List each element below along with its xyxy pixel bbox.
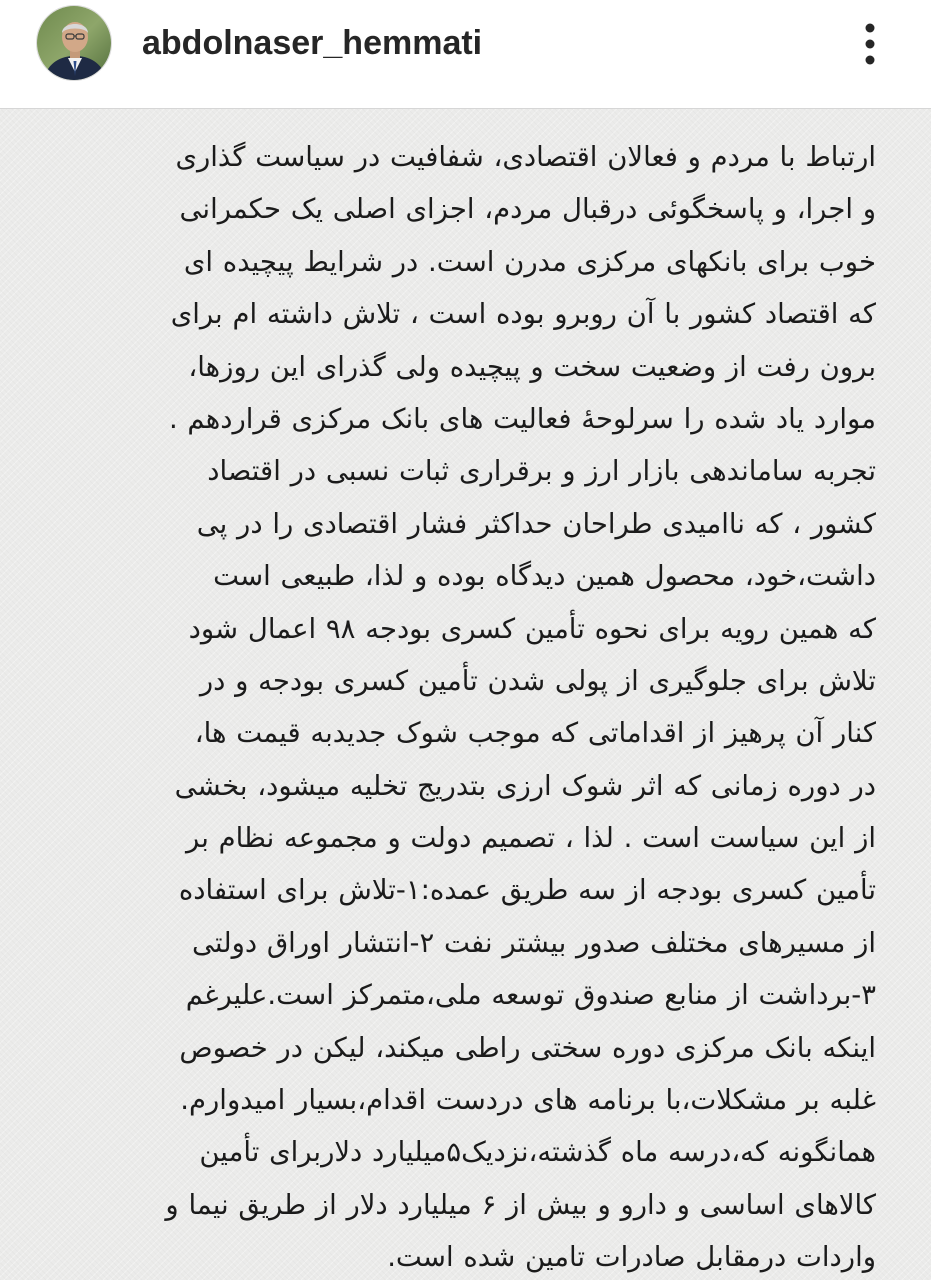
username[interactable]: abdolnaser_hemmati (142, 24, 483, 62)
text-line: که همین رویه برای نحوه تأمین کسری بودجه ۹۸ اعمال شود (188, 612, 876, 645)
text-line: خوب برای بانکهای مرکزی مدرن است. در شرایط پیچیده ای (183, 245, 876, 278)
text-line: غلبه بر مشکلات،با برنامه های دردست اقدام،بسیار امیدوارم. (180, 1084, 876, 1117)
text-line: تأمین کسری بودجه از سه طریق عمده:۱-تلاش برای استفاده (178, 874, 876, 907)
text-line: ۳-برداشت از منابع صندوق توسعه ملی،متمرکز است.علیرغم (185, 979, 876, 1012)
text-line: در دوره زمانی که اثر شوک ارزی بتدریج تخلیه میشود، بخشی (174, 769, 876, 802)
more-options-button[interactable] (846, 14, 894, 74)
vertical-ellipsis-icon (846, 14, 894, 74)
avatar-photo-icon (37, 6, 112, 81)
text-line: همانگونه که،درسه ماه گذشته،نزدیک۵میلیارد دلاربرای تأمین (199, 1136, 876, 1169)
text-line: کالاهای اساسی و دارو و بیش از ۶ میلیارد دلار از طریق نیما و (165, 1188, 876, 1221)
text-line: کشور ، که ناامیدی طراحان حداکثر فشار اقتصادی را در پی (196, 507, 876, 540)
text-line: ارتباط با مردم و فعالان اقتصادی، شفافیت در سیاست گذاری (175, 141, 876, 173)
text-line: موارد یاد شده را سرلوحۀ فعالیت های بانک مرکزی قراردهم . (168, 402, 876, 435)
text-line: و اجرا، و پاسخگوئی درقبال مردم، اجزای اصلی یک حکمرانی (179, 193, 876, 226)
post-header (0, 0, 931, 108)
text-line: تلاش برای جلوگیری از پولی شدن تأمین کسری بودجه و در (199, 664, 876, 697)
text-line: داشت،خود، محصول همین دیدگاه بوده و لذا، طبیعی است (213, 560, 876, 593)
text-line: اینکه بانک مرکزی دوره سختی راطی میکند، لیکن در خصوص (179, 1031, 876, 1064)
text-line: واردات درمقابل صادرات تامین شده است. (387, 1241, 876, 1274)
post-body-text (56, 131, 876, 1284)
post-image (0, 108, 931, 1280)
text-line: از این سیاست است . لذا ، تصمیم دولت و مجموعه نظام بر (186, 822, 876, 855)
text-line: که اقتصاد کشور با آن روبرو بوده است ، تلاش داشته ام برای (170, 298, 876, 331)
text-line: تجربه ساماندهی بازار ارز و برقراری ثبات نسبی در اقتصاد (207, 455, 876, 488)
text-line: کنار آن پرهیز از اقداماتی که موجب شوک جدیدبه قیمت ها، (194, 717, 876, 750)
profile-avatar[interactable] (36, 5, 112, 81)
text-line: از مسیرهای مختلف صدور بیشتر نفت ۲-انتشار اوراق دولتی (191, 926, 876, 959)
text-line: برون رفت از وضعیت سخت و پیچیده ولی گذرای این روزها، (188, 350, 876, 383)
